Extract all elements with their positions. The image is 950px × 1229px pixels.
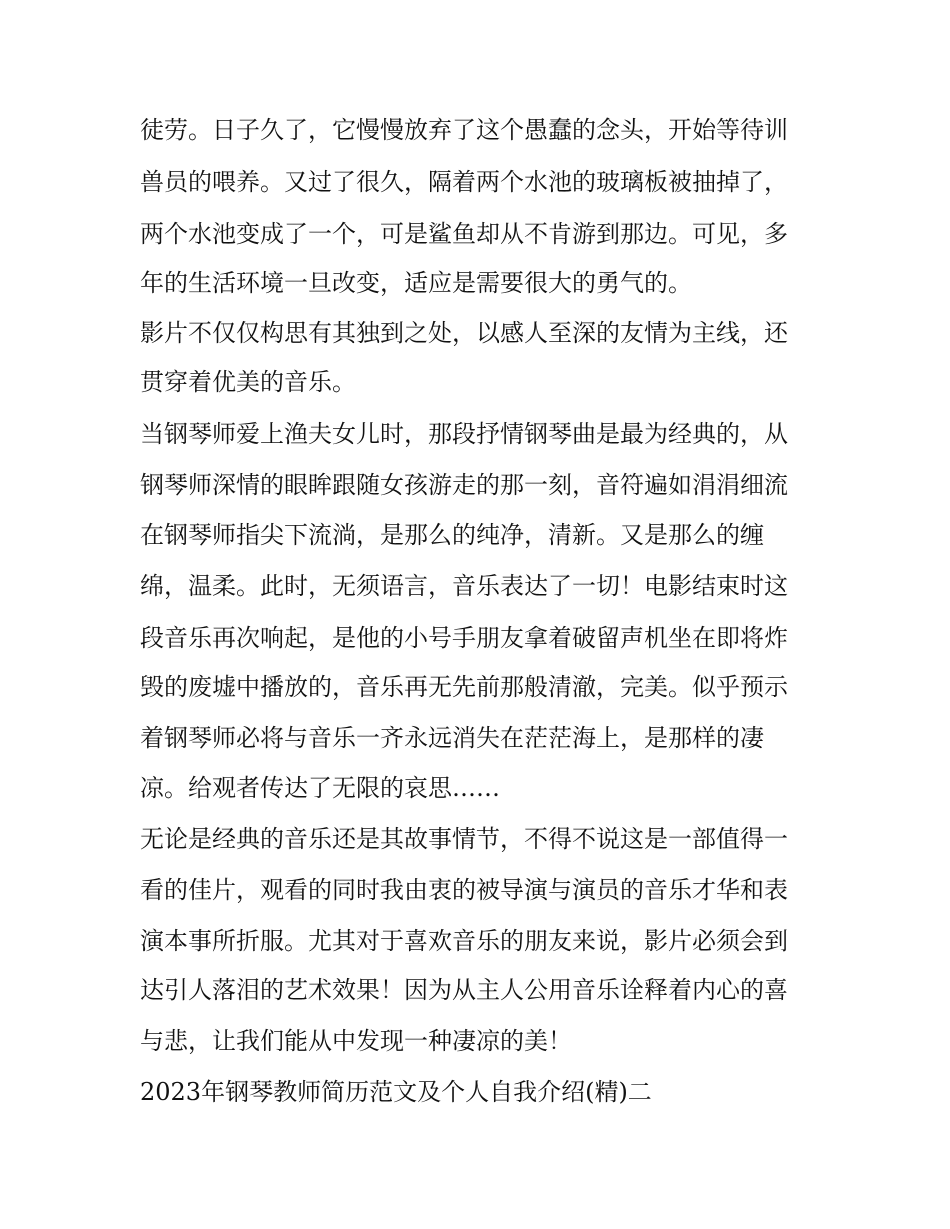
section-heading: 2023年钢琴教师简历范文及个人自我介绍(精)二 xyxy=(140,1078,652,1106)
text-line: 演本事所折服。尤其对于喜欢音乐的朋友来说，影片必须会到 xyxy=(140,927,788,955)
text-line: 达引人落泪的艺术效果！因为从主人公用音乐诠释着内心的喜 xyxy=(140,976,788,1004)
text-line: 无论是经典的音乐还是其故事情节，不得不说这是一部值得一 xyxy=(140,825,788,853)
text-line: 兽员的喂养。又过了很久，隔着两个水池的玻璃板被抽掉了， xyxy=(140,168,788,196)
text-line: 贯穿着优美的音乐。 xyxy=(140,368,356,396)
text-line: 绵，温柔。此时，无须语言，音乐表达了一切！电影结束时这 xyxy=(140,572,788,600)
text-line: 着钢琴师必将与音乐一齐永远消失在茫茫海上，是那样的凄 xyxy=(140,724,764,752)
text-line: 与悲，让我们能从中发现一种凄凉的美！ xyxy=(140,1027,572,1055)
document-page xyxy=(140,0,812,1229)
text-line: 毁的废墟中播放的，音乐再无先前那般清澈，完美。似乎预示 xyxy=(140,673,788,701)
text-line: 看的佳片，观看的同时我由衷的被导演与演员的音乐才华和表 xyxy=(140,876,788,904)
text-line: 两个水池变成了一个，可是鲨鱼却从不肯游到那边。可见，多 xyxy=(140,220,788,248)
text-line: 徒劳。日子久了，它慢慢放弃了这个愚蠢的念头，开始等待训 xyxy=(140,116,788,144)
text-line: 当钢琴师爱上渔夫女儿时，那段抒情钢琴曲是最为经典的，从 xyxy=(140,420,788,448)
text-line: 在钢琴师指尖下流淌，是那么的纯净，清新。又是那么的缠 xyxy=(140,521,764,549)
text-line: 影片不仅仅构思有其独到之处，以感人至深的友情为主线，还 xyxy=(140,319,788,347)
text-line: 凉。给观者传达了无限的哀思…… xyxy=(140,774,500,802)
text-line: 钢琴师深情的眼眸跟随女孩游走的那一刻，音符遍如涓涓细流 xyxy=(140,471,788,499)
text-line: 段音乐再次响起，是他的小号手朋友拿着破留声机坐在即将炸 xyxy=(140,624,788,652)
text-line: 年的生活环境一旦改变，适应是需要很大的勇气的。 xyxy=(140,269,692,297)
